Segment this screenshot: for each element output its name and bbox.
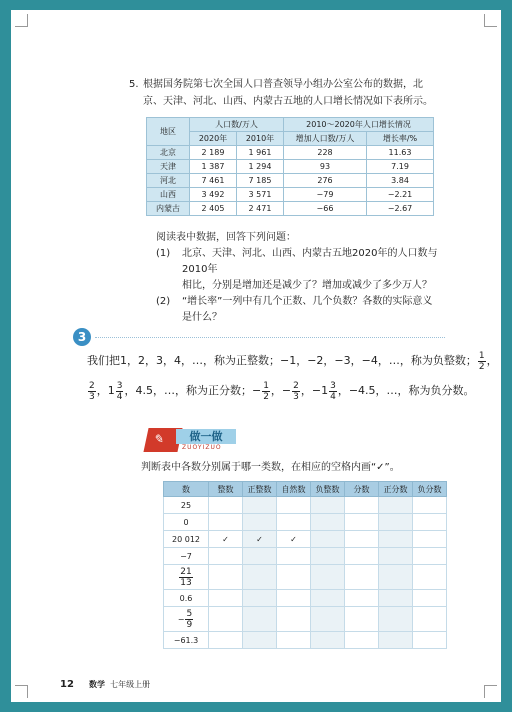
table-row (147, 174, 434, 188)
reading-intro: 阅读表中数据，回答下列问题： (156, 232, 296, 243)
table-row (164, 548, 447, 565)
check-cell[interactable] (277, 607, 311, 632)
check-cell[interactable] (345, 590, 379, 607)
check-cell[interactable] (413, 531, 447, 548)
numerator: 1 (263, 380, 269, 391)
sub-question-text: 北京、天津、河北、山西、内蒙古五地2020年的人口数与2010年 (182, 248, 438, 275)
check-cell[interactable] (311, 632, 345, 649)
denominator: 3 (293, 391, 299, 402)
check-cell[interactable] (277, 565, 311, 590)
definition-text: 我们把1，2，3，4，…，称为正整数；−1，−2，−3，−4，…，称为负整数； (87, 354, 477, 367)
page-number: 12 (60, 679, 74, 690)
question-5 (131, 76, 451, 110)
table-row (164, 632, 447, 649)
check-cell[interactable] (209, 607, 243, 632)
number-cell (164, 565, 209, 590)
col-integer: 整数 (209, 482, 243, 497)
definition-text: ，− (270, 384, 292, 397)
check-cell[interactable] (243, 548, 277, 565)
check-cell[interactable] (345, 548, 379, 565)
denominator: 9 (186, 619, 193, 630)
fraction (88, 381, 96, 402)
check-cell[interactable] (311, 531, 345, 548)
number-cell: 0 (164, 514, 209, 531)
subject-name: 数学 (89, 680, 105, 689)
reading-questions (156, 230, 456, 326)
sub-question-number: (2) (156, 296, 171, 307)
sub-question-2 (156, 294, 456, 326)
col-increase: 增加人口数/万人 (284, 132, 367, 146)
crop-mark-bottom-left (15, 685, 28, 698)
table-row (164, 531, 447, 548)
pop-2020-cell: 1 387 (190, 160, 237, 174)
fraction (179, 567, 192, 588)
book-title (89, 679, 150, 690)
number-cell: 25 (164, 497, 209, 514)
table-row (147, 188, 434, 202)
check-cell[interactable] (413, 514, 447, 531)
pop-2020-cell: 7 461 (190, 174, 237, 188)
pop-2010-cell: 1 961 (237, 146, 284, 160)
col-region: 地区 (147, 118, 190, 146)
pop-2010-cell: 2 471 (237, 202, 284, 216)
check-cell[interactable] (209, 514, 243, 531)
region-cell: 山西 (147, 188, 190, 202)
region-cell: 天津 (147, 160, 190, 174)
col-fraction: 分数 (345, 482, 379, 497)
check-cell[interactable] (413, 632, 447, 649)
pop-2010-cell: 3 571 (237, 188, 284, 202)
check-cell[interactable] (379, 514, 413, 531)
check-cell[interactable] (311, 607, 345, 632)
fraction (478, 351, 486, 372)
numerator: 21 (180, 566, 192, 577)
check-cell[interactable] (311, 497, 345, 514)
denominator: 3 (89, 391, 95, 402)
table-row (164, 607, 447, 632)
check-cell[interactable]: ✓ (243, 531, 277, 548)
check-cell[interactable] (311, 548, 345, 565)
rate-cell: 7.19 (367, 160, 434, 174)
grade-volume: 七年级上册 (110, 680, 151, 689)
numerator: 1 (478, 350, 485, 361)
check-cell[interactable] (345, 531, 379, 548)
col-negative-fraction: 负分数 (413, 482, 447, 497)
check-cell[interactable] (243, 607, 277, 632)
check-cell[interactable] (413, 548, 447, 565)
check-cell[interactable]: ✓ (277, 531, 311, 548)
region-cell: 河北 (147, 174, 190, 188)
col-positive-integer: 正整数 (243, 482, 277, 497)
number-cell: 20 012 (164, 531, 209, 548)
activity-subtitle: ZUOYIZUO (182, 444, 222, 451)
question-5-line-1: 根据国务院第七次全国人口普查领导小组办公室公布的数据，北 (143, 79, 423, 90)
region-cell: 内蒙古 (147, 202, 190, 216)
check-cell[interactable] (243, 565, 277, 590)
check-cell[interactable] (277, 514, 311, 531)
sub-question-number: (1) (156, 248, 171, 259)
rate-cell: 11.63 (367, 146, 434, 160)
activity-title: 做一做 (176, 429, 236, 444)
rate-cell: −2.67 (367, 202, 434, 216)
fraction (116, 381, 124, 402)
numerator: 3 (116, 380, 123, 391)
check-cell[interactable] (209, 565, 243, 590)
check-cell[interactable] (277, 632, 311, 649)
definition-line-1 (87, 350, 498, 372)
sub-question-text: 是什么？ (182, 312, 222, 323)
classification-body (164, 497, 447, 649)
check-cell[interactable] (277, 548, 311, 565)
check-cell[interactable]: ✓ (209, 531, 243, 548)
check-cell[interactable] (311, 565, 345, 590)
increase-cell: 276 (284, 174, 367, 188)
population-table (146, 117, 434, 216)
definition-text: ，−4.5，…，称为负分数。 (337, 384, 475, 397)
denominator: 2 (478, 361, 485, 372)
denominator: 4 (330, 391, 336, 402)
table-row (164, 565, 447, 590)
pencil-icon: ✎ (143, 428, 182, 452)
check-cell[interactable] (209, 497, 243, 514)
table-row (147, 202, 434, 216)
activity-instruction: 判断表中各数分别属于哪一类数，在相应的空格内画“✓”。 (141, 462, 400, 473)
check-cell[interactable] (345, 632, 379, 649)
table-row (147, 146, 434, 160)
col-natural-number: 自然数 (277, 482, 311, 497)
check-cell[interactable] (379, 565, 413, 590)
col-population: 人口数/万人 (190, 118, 284, 132)
table-row (147, 160, 434, 174)
definition-line-2 (87, 380, 475, 402)
check-cell[interactable] (209, 590, 243, 607)
numerator: 2 (293, 380, 299, 391)
question-5-line-2: 京、天津、河北、山西、内蒙古五地的人口增长情况如下表所示。 (143, 96, 433, 107)
check-cell[interactable] (345, 514, 379, 531)
check-cell[interactable] (277, 590, 311, 607)
increase-cell: −66 (284, 202, 367, 216)
table-row (164, 497, 447, 514)
fraction (292, 381, 300, 402)
sign: − (177, 614, 185, 624)
check-cell[interactable] (379, 531, 413, 548)
denominator: 2 (263, 391, 269, 402)
definition-text: ，4.5，…，称为正分数；− (124, 384, 262, 397)
increase-cell: −79 (284, 188, 367, 202)
textbook-page (11, 10, 501, 702)
check-cell[interactable] (243, 590, 277, 607)
question-number: 5. (129, 79, 139, 90)
denominator: 4 (116, 391, 123, 402)
fraction (185, 609, 193, 630)
check-cell[interactable] (209, 632, 243, 649)
definition-text: ， (486, 354, 498, 367)
check-cell[interactable] (243, 632, 277, 649)
check-cell[interactable] (345, 497, 379, 514)
fraction (329, 381, 337, 402)
col-2020: 2020年 (190, 132, 237, 146)
fraction (262, 381, 270, 402)
col-2010: 2010年 (237, 132, 284, 146)
check-cell[interactable] (311, 590, 345, 607)
check-cell[interactable] (379, 632, 413, 649)
check-cell[interactable] (243, 514, 277, 531)
check-cell[interactable] (311, 514, 345, 531)
increase-cell: 228 (284, 146, 367, 160)
check-cell[interactable] (413, 590, 447, 607)
sub-question-text: “增长率”一列中有几个正数、几个负数？各数的实际意义 (182, 296, 433, 307)
rate-cell: −2.21 (367, 188, 434, 202)
crop-mark-bottom-right (484, 685, 497, 698)
col-positive-fraction: 正分数 (379, 482, 413, 497)
numerator: 5 (186, 608, 193, 619)
check-cell[interactable] (345, 607, 379, 632)
rate-cell: 3.84 (367, 174, 434, 188)
classification-table (163, 481, 447, 649)
col-number: 数 (164, 482, 209, 497)
check-cell[interactable] (413, 497, 447, 514)
check-cell[interactable] (209, 548, 243, 565)
check-cell[interactable] (379, 590, 413, 607)
sub-question-text: 相比，分别是增加还是减少了？增加或减少了多少万人？ (182, 280, 432, 291)
table-row (164, 590, 447, 607)
crop-mark-top-left (15, 14, 28, 27)
check-cell[interactable] (379, 607, 413, 632)
pop-2020-cell: 2 189 (190, 146, 237, 160)
region-cell: 北京 (147, 146, 190, 160)
section-number-badge: 3 (73, 328, 91, 346)
check-cell[interactable] (277, 497, 311, 514)
denominator: 13 (180, 577, 192, 588)
col-growth: 2010～2020年人口增长情况 (284, 118, 434, 132)
pop-2010-cell: 7 185 (237, 174, 284, 188)
table-row (164, 514, 447, 531)
definition-text: ，1 (96, 384, 115, 397)
check-cell[interactable] (413, 565, 447, 590)
check-cell[interactable] (379, 497, 413, 514)
sub-question-1 (156, 246, 456, 294)
crop-mark-top-right (484, 14, 497, 27)
check-cell[interactable] (243, 497, 277, 514)
number-cell (164, 607, 209, 632)
pop-2010-cell: 1 294 (237, 160, 284, 174)
check-cell[interactable] (345, 565, 379, 590)
numerator: 2 (89, 380, 95, 391)
increase-cell: 93 (284, 160, 367, 174)
section-divider (95, 337, 445, 338)
pop-2020-cell: 3 492 (190, 188, 237, 202)
number-cell: 0.6 (164, 590, 209, 607)
number-cell: −61.3 (164, 632, 209, 649)
pop-2020-cell: 2 405 (190, 202, 237, 216)
check-cell[interactable] (413, 607, 447, 632)
check-cell[interactable] (379, 548, 413, 565)
definition-text: ，−1 (300, 384, 329, 397)
col-rate: 增长率/% (367, 132, 434, 146)
numerator: 3 (330, 380, 336, 391)
col-negative-integer: 负整数 (311, 482, 345, 497)
number-cell: −7 (164, 548, 209, 565)
activity-badge (146, 428, 236, 452)
